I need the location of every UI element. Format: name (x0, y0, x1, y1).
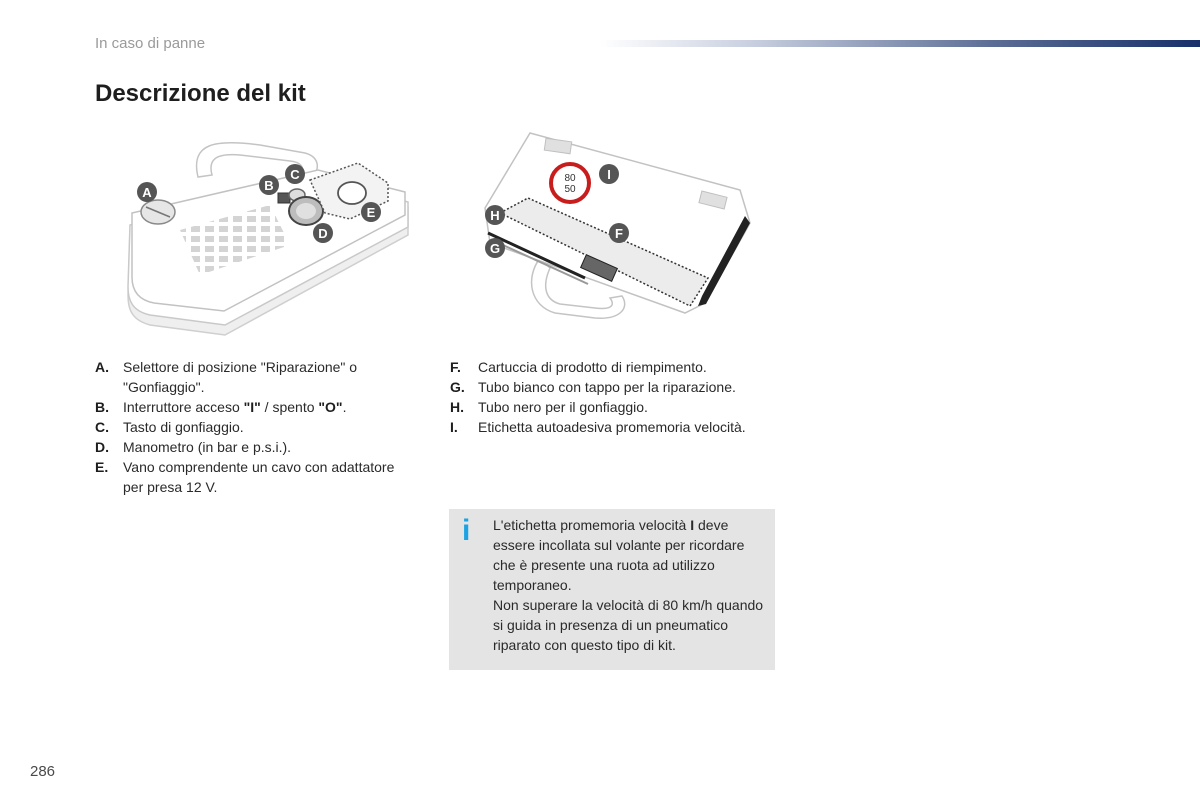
section-header: In caso di panne (95, 35, 206, 52)
callout-d-label: D (318, 226, 328, 241)
item-text: Cartuccia di prodotto di riempimento. (478, 359, 707, 375)
info-note-box (449, 509, 775, 670)
callout-b-label: B (264, 178, 274, 193)
kit-illustration-front (120, 135, 410, 340)
page-number: 286 (30, 763, 56, 780)
item-text: Etichetta autoadesiva promemoria velocità. (478, 419, 746, 435)
item-text: Tasto di gonfiaggio. (123, 419, 244, 435)
callout-g-label: G (489, 241, 501, 256)
item-text: Manometro (in bar e p.s.i.). (123, 439, 292, 455)
callout-i-marker (599, 164, 619, 184)
item-text: Vano comprendente un cavo con adattatore per presa 12 V. (123, 459, 395, 495)
list-item (95, 457, 415, 497)
item-key: G. (450, 379, 465, 395)
item-key: H. (450, 399, 464, 415)
callout-d-marker (313, 223, 333, 243)
callout-f-label: F (615, 226, 623, 241)
list-item (95, 417, 415, 437)
item-key: E. (95, 459, 109, 475)
item-key: D. (95, 439, 109, 455)
item-text: Interruttore acceso "I" / spento "O". (123, 399, 347, 415)
item-text: Selettore di posizione "Riparazione" o "Gonfiaggio". (123, 359, 358, 395)
info-paragraph-2: Non superare la velocità di 80 km/h quando si guida in presenza di un pneumatico riparato con questo tipo di kit. (493, 597, 764, 653)
component-list-right (450, 357, 790, 437)
list-item (450, 397, 790, 417)
callout-h-marker (485, 205, 505, 225)
item-key: F. (450, 359, 461, 375)
callout-i-label: I (607, 167, 611, 182)
callout-a-marker (137, 182, 157, 202)
list-item (450, 417, 790, 437)
list-item (95, 437, 415, 457)
list-item (450, 377, 790, 397)
speed-sticker-bottom: 50 (564, 184, 576, 195)
item-text: Tubo nero per il gonfiaggio. (478, 399, 648, 415)
callout-c-label: C (290, 167, 300, 182)
header-gradient-bar (600, 40, 1200, 47)
speed-sticker-top: 80 (564, 173, 576, 184)
info-icon: i (462, 514, 471, 547)
callout-e-marker (361, 202, 381, 222)
item-key: A. (95, 359, 109, 375)
callout-h-label: H (490, 208, 500, 223)
page-title: Descrizione del kit (95, 80, 306, 107)
callout-c-marker (285, 164, 305, 184)
callout-e-label: E (366, 205, 376, 220)
callout-f-marker (609, 223, 629, 243)
list-item (450, 357, 790, 377)
info-note-text (493, 515, 768, 655)
item-key: B. (95, 399, 109, 415)
item-key: I. (450, 419, 458, 435)
callout-b-marker (259, 175, 279, 195)
list-item (95, 357, 415, 397)
list-item (95, 397, 415, 417)
component-list-left (95, 357, 415, 497)
info-paragraph-1: L'etichetta promemoria velocità I deve essere incollata sul volante per ricordare che è presente una ruota ad utilizzo temporaneo. (493, 517, 745, 593)
item-text: Tubo bianco con tappo per la riparazione. (478, 379, 736, 395)
callout-a-label: A (142, 185, 152, 200)
item-key: C. (95, 419, 109, 435)
callout-g-marker (485, 238, 505, 258)
kit-illustration-underside (470, 128, 760, 340)
